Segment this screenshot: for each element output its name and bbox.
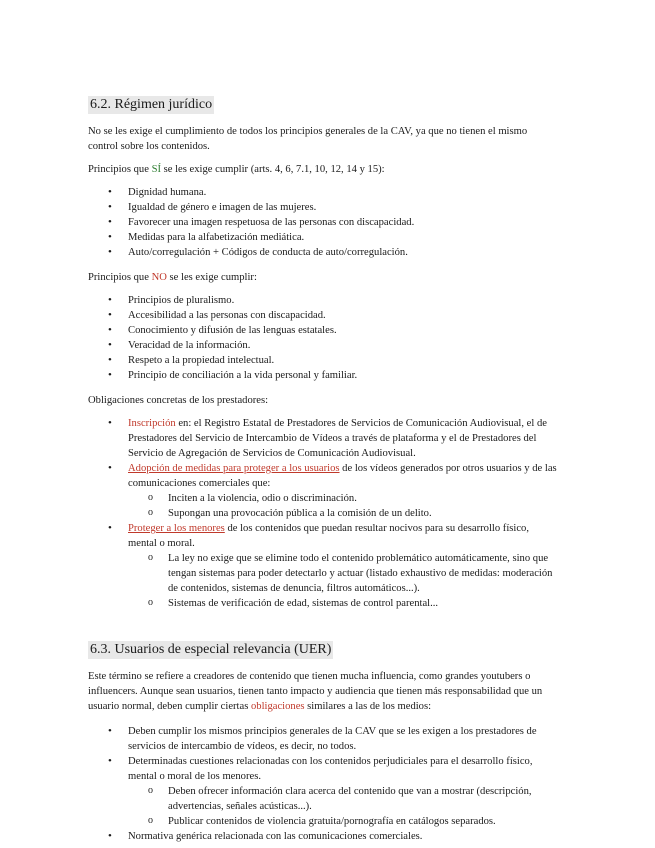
list-item: • Medidas para la alfabetización mediática. xyxy=(88,230,558,245)
list-item: o Publicar contenidos de violencia gratuita/pornografía en catálogos separados. xyxy=(128,814,558,829)
uer-sublist xyxy=(128,784,558,829)
uer-intro-paragraph: Este término se refiere a creadores de contenido que tienen mucha influencia, como grandes youtubers o influencers. Aunque sean usuarios, tienen tanto impacto y audiencia que tienen más responsabilidad que un usuario normal, deben cumplir ciertas obligaciones similares a las de los medios: xyxy=(88,671,543,712)
list-item: o Deben ofrecer información clara acerca del contenido que van a mostrar (descripción, advertencias, señales acústicas...). xyxy=(128,784,558,814)
list-item: o La ley no exige que se elimine todo el contenido problemático automáticamente, sino que tengan sistemas para poder detectarlo y actuar (listado exhaustivo de medidas: moderación de contenidos, sistemas de denuncia, filtros automáticos...). xyxy=(128,551,558,596)
list-item: • Respeto a la propiedad intelectual. xyxy=(88,353,558,368)
no-word: NO xyxy=(151,272,167,283)
list-item: o Inciten a la violencia, odio o discriminación. xyxy=(128,491,558,506)
intro-paragraph: No se les exige el cumplimiento de todos los principios generales de la CAV, ya que no tienen el mismo control sobre los contenidos. xyxy=(88,126,528,152)
list-item: • Accesibilidad a las personas con discapacidad. xyxy=(88,308,558,323)
obligations-list xyxy=(88,416,558,611)
medidas-sublist xyxy=(128,491,558,521)
list-item: • Conocimiento y difusión de las lenguas estatales. xyxy=(88,323,558,338)
list-item: • Normativa genérica relacionada con las comunicaciones comerciales. xyxy=(88,829,558,844)
list-item: • Determinadas cuestiones relacionadas con los contenidos perjudiciales para el desarrollo físico, mental o moral de los menores. o Deben ofrecer información clara acerca del contenido que van a mostrar (descripción, advertencias, señales acústicas...). o Publicar contenidos de violencia gratuita/pornografía en catálogos separados. xyxy=(88,754,558,829)
obligation-inscripcion: • Inscripción en: el Registro Estatal de Prestadores de Servicios de Comunicación Audiovisual, el de Prestadores del Servicio de Intercambio de Vídeos a través de plataforma y el de Prestadores del Servicio de Agregación de Servicios de Comunicación Audiovisual. xyxy=(88,416,558,461)
list-item: • Dignidad humana. xyxy=(88,185,558,200)
si-principles-list xyxy=(88,185,558,260)
section-heading-regimen: 6.2. Régimen jurídico xyxy=(90,97,213,112)
list-item: • Favorecer una imagen respetuosa de las personas con discapacidad. xyxy=(88,215,558,230)
list-item: o Sistemas de verificación de edad, sistemas de control parental... xyxy=(128,596,558,611)
si-principles-title: Principios que SÍ se les exige cumplir (arts. 4, 6, 7.1, 10, 12, 14 y 15): xyxy=(88,164,385,175)
list-item: • Veracidad de la información. xyxy=(88,338,558,353)
list-item: • Principios de pluralismo. xyxy=(88,293,558,308)
no-principles-list xyxy=(88,293,558,383)
menores-sublist xyxy=(128,551,558,611)
obligations-title: Obligaciones concretas de los prestadores: xyxy=(88,395,269,406)
no-principles-title: Principios que NO se les exige cumplir: xyxy=(88,272,257,283)
si-word: SÍ xyxy=(151,164,161,175)
section-heading-uer: 6.3. Usuarios de especial relevancia (UER) xyxy=(90,642,332,657)
list-item: • Igualdad de género e imagen de las mujeres. xyxy=(88,200,558,215)
obligation-menores: • Proteger a los menores de los contenidos que puedan resultar nocivos para su desarrollo físico, mental o moral. o La ley no exige que se elimine todo el contenido problemático automáticamente, sino que tengan sistemas para poder detectarlo y actuar (listado exhaustivo de medidas: moderación de contenidos, sistemas de denuncia, filtros automáticos...). o Sistemas de verificación de edad, sistemas de control parental... xyxy=(88,521,558,611)
obligation-medidas: • Adopción de medidas para proteger a los usuarios de los vídeos generados por otros usuarios y de las comunicaciones comerciales que: o Inciten a la violencia, odio o discriminación. o Supongan una provocación pública a la comisión de un delito. xyxy=(88,461,558,521)
uer-obligations-list xyxy=(88,724,558,844)
document-content xyxy=(88,96,558,844)
list-item: o Supongan una provocación pública a la comisión de un delito. xyxy=(128,506,558,521)
list-item: • Principio de conciliación a la vida personal y familiar. xyxy=(88,368,558,383)
list-item: • Auto/corregulación + Códigos de conducta de auto/corregulación. xyxy=(88,245,558,260)
list-item: • Deben cumplir los mismos principios generales de la CAV que se les exigen a los prestadores de servicios de intercambio de vídeos, es decir, no todos. xyxy=(88,724,558,754)
obligaciones-word: obligaciones xyxy=(250,701,305,712)
